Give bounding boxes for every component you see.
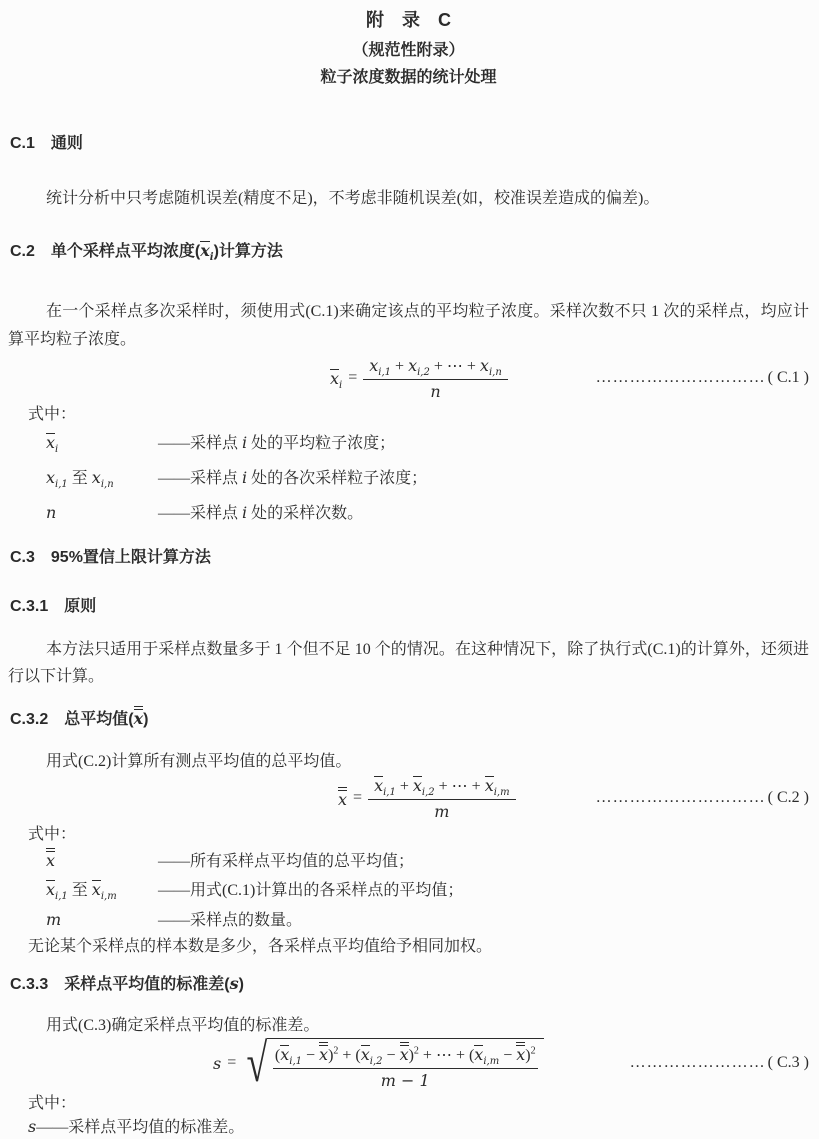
symbol-s: s — [28, 1117, 37, 1137]
dot-leader: ………………………… — [595, 369, 766, 387]
symbol-xbar-i: $x_i$ — [46, 432, 59, 455]
definition-text: ——用式(C.1)计算出的各采样点的平均值； — [158, 881, 464, 899]
appendix-topic: 粒子浓度数据的统计处理 — [320, 69, 497, 86]
fraction — [363, 356, 508, 401]
definition-row — [46, 905, 809, 935]
numerator: $x_{i,1} + x_{i,2}$ + ⋯ + $x_{i,m}$ — [368, 776, 516, 800]
definition-row — [46, 496, 809, 531]
heading-c1: C.1 通则 — [10, 135, 83, 152]
heading-c32-post: ) — [143, 710, 149, 728]
definition-s — [28, 1115, 809, 1139]
heading-c31: C.3.1 原则 — [10, 597, 97, 615]
definition-text: ——采样点平均值的标准差。 — [36, 1119, 245, 1137]
where-label-c1: 式中： — [28, 405, 77, 423]
symbol-m: m — [46, 909, 62, 929]
dot-leader: ………………………… — [595, 789, 766, 807]
definition-row — [46, 876, 809, 905]
equation-number-c2: ( C.2 ) — [767, 789, 809, 807]
appendix-subtitle: （规范性附录） — [352, 42, 465, 59]
dot-leader: …………………… — [629, 1054, 766, 1072]
definition-text: ——所有采样点平均值的总平均值； — [158, 852, 415, 870]
numerator: $(x_{i,1} - x)^2 + (x_{i,2} - x)^2$ + ⋯ + $(x_{i,m} - x)^2$ — [273, 1042, 538, 1069]
denominator: m − 1 — [380, 1070, 430, 1090]
definition-row — [46, 426, 809, 461]
where-label-c3: 式中： — [28, 1095, 77, 1113]
symbol-xdoublebar: x — [134, 709, 144, 728]
definition-text: ——采样点的数量。 — [158, 911, 303, 929]
heading-c33-pre: C.3.3 采样点平均值的标准差( — [10, 975, 230, 993]
symbol-xdoublebar: x — [338, 787, 347, 809]
equals-sign: = — [353, 789, 363, 807]
equals-sign: = — [227, 1054, 237, 1072]
symbol-n: n — [46, 502, 57, 522]
heading-c33 — [10, 973, 809, 996]
definition-row — [46, 846, 809, 876]
formula-c2 — [8, 776, 809, 821]
symbol-xbar-i: $x_i$ — [200, 241, 214, 264]
weighting-note: 无论某个采样点的样本数是多少，各采样点平均值给予相同加权。 — [28, 937, 493, 955]
para-c31: 本方法只适用于采样点数量多于 1 个但不足 10 个的情况。在这种情况下，除了执行式(C.1)的计算外，还须进行以下计算。 — [8, 640, 809, 685]
denominator: m — [434, 801, 450, 821]
definition-row — [46, 461, 809, 496]
para-c2: 在一个采样点多次采样时，须使用式(C.1)来确定该点的平均粒子浓度。采样次数不只 1 次的采样点，均应计算平均粒子浓度。 — [8, 303, 809, 348]
para-c32: 用式(C.2)计算所有测点平均值的总平均值。 — [46, 752, 352, 770]
symbol-s: s — [213, 1053, 222, 1073]
symbol-xi1-to-xin: $x_{i,1}$ 至 $x_{i,n}$ — [46, 467, 114, 490]
radical-sign: √ — [246, 1032, 268, 1093]
heading-c3: C.3 95%置信上限计算方法 — [10, 548, 211, 566]
heading-c2 — [10, 240, 809, 263]
heading-c32-pre: C.3.2 总平均值( — [10, 710, 134, 728]
numerator: $x_{i,1} + x_{i,2}$ + ⋯ + $x_{i,n}$ — [363, 356, 508, 380]
fraction — [273, 1042, 538, 1090]
equation-c3 — [213, 1032, 544, 1093]
definition-text: ——采样点 i 处的采样次数。 — [158, 502, 364, 522]
symbol-xbar-i: $x_i$ — [330, 368, 343, 392]
formula-c3 — [8, 1032, 809, 1093]
formula-c1 — [8, 356, 809, 401]
denominator: n — [430, 382, 441, 402]
heading-c32 — [10, 706, 809, 731]
equation-c2 — [338, 776, 516, 821]
para-c33: 用式(C.3)确定采样点平均值的标准差。 — [46, 1016, 320, 1034]
appendix-title: 附 录 C — [366, 10, 451, 30]
equation-c1 — [330, 356, 508, 401]
definition-text: ——采样点 i 处的各次采样粒子浓度； — [158, 467, 428, 487]
heading-c33-post: ) — [238, 975, 244, 993]
definition-text: ——采样点 i 处的平均粒子浓度； — [158, 432, 396, 452]
equation-number-c3: ( C.3 ) — [767, 1054, 809, 1072]
para-c1: 统计分析中只考虑随机误差(精度不足)，不考虑非随机误差(如，校准误差造成的偏差)。 — [46, 190, 660, 207]
heading-c2-pre: C.2 单个采样点平均浓度( — [10, 243, 201, 260]
radicand — [267, 1038, 544, 1090]
symbol-xbar-i1-to-xbar-im: $x_{i,1}$ 至 $x_{i,m}$ — [46, 879, 117, 902]
symbol-s: s — [229, 973, 239, 993]
where-label-c2: 式中： — [28, 825, 77, 843]
equals-sign: = — [348, 369, 358, 387]
square-root — [242, 1032, 543, 1093]
heading-c2-post: )计算方法 — [213, 243, 283, 260]
equation-number-c1: ( C.1 ) — [767, 369, 809, 387]
symbol-xdoublebar: x — [46, 846, 158, 876]
fraction — [368, 776, 516, 821]
